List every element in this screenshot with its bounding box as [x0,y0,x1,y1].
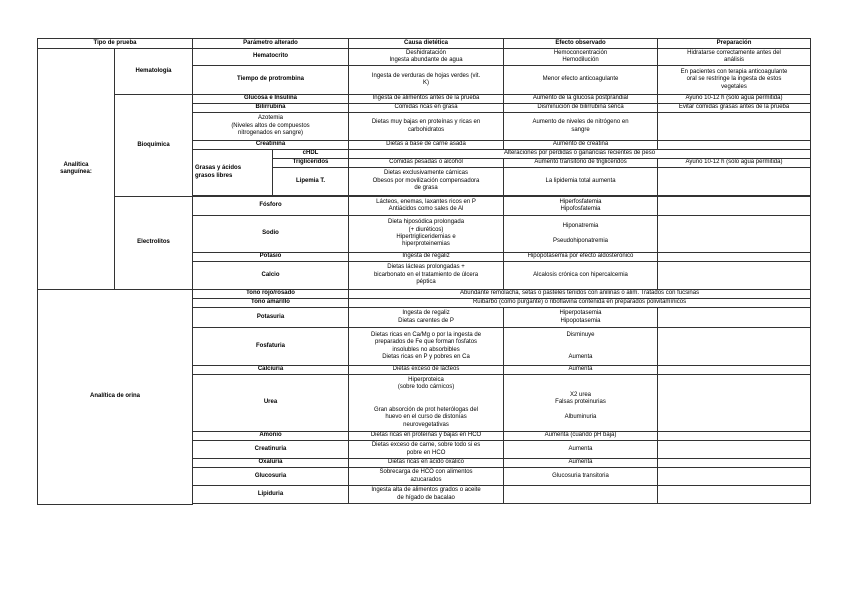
param-azotemia: Azotemia (Niveles altos de compuestos nitrogenados en sangre) [193,113,349,141]
prep-urea [658,375,811,432]
efecto-fosforo: Hiperfosfatemia Hipofosfatemia [504,197,658,216]
param-glucosa: Glucosa e Insulina [193,95,349,104]
param-creatinuria: Creatinuria [193,441,349,459]
efecto-calcio: Alcalosis crónica con hipercalcemia [504,262,658,290]
group-hematologia: Hematología [115,49,193,95]
prep-potasio [658,253,811,262]
efecto-potasio: Hipopotasemia por efecto aldosterónico [504,253,658,262]
prep-azotemia [658,113,811,141]
header-efecto: Efecto observado [504,39,658,49]
efecto-potasuria: Hiperpotasemia Hipopotasemia [504,308,658,328]
efecto-lipemia: La lipidemia total aumenta [504,168,658,196]
prep-glucosuria [658,468,811,486]
param-calciuria: Calciuria [193,366,349,375]
prep-lipiduria [658,486,811,504]
causa-calciuria: Dietas exceso de lácteos [349,366,504,375]
causa-calcio: Dietas lácteas prolongadas + bicarbonato en el tratamiento de úlcera péptica [349,262,504,290]
header-tipo: Tipo de prueba [38,39,193,49]
prep-hematocrito: Hidratarse correctamente antes del análisis [658,49,811,66]
param-bilirrubina: Bilirrubina [193,104,349,113]
param-calcio: Calcio [193,262,349,290]
table-row [38,290,811,299]
efecto-azotemia: Aumento de niveles de nitrógeno en sangre [504,113,658,141]
param-potasuria: Potasuria [193,308,349,328]
diet-analysis-table [37,38,811,505]
param-creatinina: Creatinina [193,141,349,150]
efecto-protrombina: Menor efecto anticoagulante [504,66,658,95]
causa-lipiduria: Ingesta alta de alimentos grados o aceite de hígado de bacalao [349,486,504,504]
param-urea: Urea [193,375,349,432]
merged-tono-rojo: Abundante remolacha, setas o pasteles teñidos con anilinas o alim. Tratados con fucsinas [349,290,811,299]
merged-chdl: Alteraciones por pérdidas o ganancias recientes de peso [349,150,811,159]
efecto-sodio: Hiponatremia Pseudohiponatremia [504,216,658,253]
efecto-glucosa: Aumento de la glucosa postprandial [504,95,658,104]
prep-calcio [658,262,811,290]
param-chdl: cHDL [273,150,349,159]
group-bioquimica: Bioquímica [115,95,193,197]
causa-glucosuria: Sobrecarga de HCO con alimentos azucarados [349,468,504,486]
prep-creatinuria [658,441,811,459]
causa-protrombina: Ingesta de verduras de hojas verdes (vit. K) [349,66,504,95]
prep-amonio [658,432,811,441]
header-preparacion: Preparación [658,39,811,49]
param-glucosuria: Glucosuria [193,468,349,486]
causa-potasuria: Ingesta de regaliz Dietas carentes de P [349,308,504,328]
causa-sodio: Dieta hiposódica prolongada (+ diuréticos) Hipertrigliceridemias e hiperproteinemias [349,216,504,253]
prep-fosfaturia [658,328,811,366]
param-oxaluria: Oxaluria [193,459,349,468]
header-causa: Causa dietética [349,39,504,49]
param-amonio: Amonio [193,432,349,441]
param-sodio: Sodio [193,216,349,253]
prep-protrombina: En pacientes con terapia anticoagulante oral se restringe la ingesta de estos vegetales [658,66,811,95]
group-analitica-orina: Analítica de orina [38,290,193,505]
prep-glucosa: Ayuno 10-12 h (solo agua permitida) [658,95,811,104]
efecto-lipiduria [504,486,658,504]
efecto-bilirrubina: Disminución de bilirrubina sérica [504,104,658,113]
efecto-trigliceridos: Aumento transitorio de triglicéridos [504,159,658,168]
prep-potasuria [658,308,811,328]
causa-urea: Hiperproteica (sobre todo cárnicos) Gran absorción de prot heterólogas del huevo en el curso de distonías neurovegetativas [349,375,504,432]
efecto-creatinina: Aumento de creatina [504,141,658,150]
causa-fosfaturia: Dietas ricas en Ca/Mg o por la ingesta de preparados de Fe que forman fosfatos insolubles no absorbibles Dietas ricas en P y pobres en Ca [349,328,504,366]
header-row [38,39,811,49]
param-tono-rojo: Tono rojo/rosado [193,290,349,299]
group-analitica-sanguinea: Analítica sanguínea: [38,49,115,290]
causa-creatinuria: Dietas exceso de carne, sobre todo si es pobre en HCO [349,441,504,459]
causa-oxaluria: Dietas ricas en ácido oxálico [349,459,504,468]
param-lipiduria: Lipiduria [193,486,349,504]
efecto-glucosuria: Glucosuria transitoria [504,468,658,486]
prep-trigliceridos: Ayuno 10-12 h (solo agua permitida) [658,159,811,168]
prep-calciuria [658,366,811,375]
efecto-fosfaturia: Disminuye Aumenta [504,328,658,366]
prep-fosforo [658,197,811,216]
param-hematocrito: Hematocrito [193,49,349,66]
causa-potasio: Ingesta de regaliz [349,253,504,262]
efecto-urea: X2 urea Falsas proteinurias Albuminuria [504,375,658,432]
param-potasio: Potasio [193,253,349,262]
efecto-oxaluria: Aumenta [504,459,658,468]
param-lipemia: Lipemia T. [273,168,349,196]
causa-lipemia: Dietas exclusivamente cárnicas Obesos por movilización compensadora de grasa [349,168,504,196]
table-row [38,197,811,216]
causa-trigliceridos: Comidas pesadas o alcohol [349,159,504,168]
causa-bilirrubina: Comidas ricas en grasa [349,104,504,113]
efecto-calciuria: Aumenta [504,366,658,375]
causa-glucosa: Ingesta de alimentos antes de la prueba [349,95,504,104]
prep-oxaluria [658,459,811,468]
param-trigliceridos: Triglicéridos [273,159,349,168]
param-tono-amarillo: Tono amarillo [193,299,349,308]
efecto-hematocrito: Hemoconcentración Hemodilución [504,49,658,66]
merged-tono-amarillo: Ruibarbo (como purgante) o riboflavina contenida en preparados polivitamínicos [349,299,811,308]
causa-hematocrito: Deshidratación Ingesta abundante de agua [349,49,504,66]
prep-bilirrubina: Evitar comidas grasas antes de la prueba [658,104,811,113]
prep-creatinina [658,141,811,150]
group-grasas: Grasas y ácidos grasos libres [193,150,273,196]
param-protrombina: Tiempo de protrombina [193,66,349,95]
causa-azotemia: Dietas muy bajas en proteínas y ricas en carbohidratos [349,113,504,141]
prep-sodio [658,216,811,253]
causa-amonio: Dietas ricas en proteínas y bajas en HCO [349,432,504,441]
table-row [38,49,811,66]
param-fosforo: Fósforo [193,197,349,216]
causa-fosforo: Lácteos, enemas, laxantes ricos en P Antiácidos como sales de Al [349,197,504,216]
efecto-amonio: Aumenta (cuando pH baja) [504,432,658,441]
efecto-creatinuria: Aumenta [504,441,658,459]
causa-creatinina: Dietas a base de carne asada [349,141,504,150]
param-fosfaturia: Fosfaturia [193,328,349,366]
prep-lipemia [658,168,811,196]
table-row [38,95,811,104]
group-electrolitos: Electrolitos [115,197,193,290]
header-parametro: Parámetro alterado [193,39,349,49]
